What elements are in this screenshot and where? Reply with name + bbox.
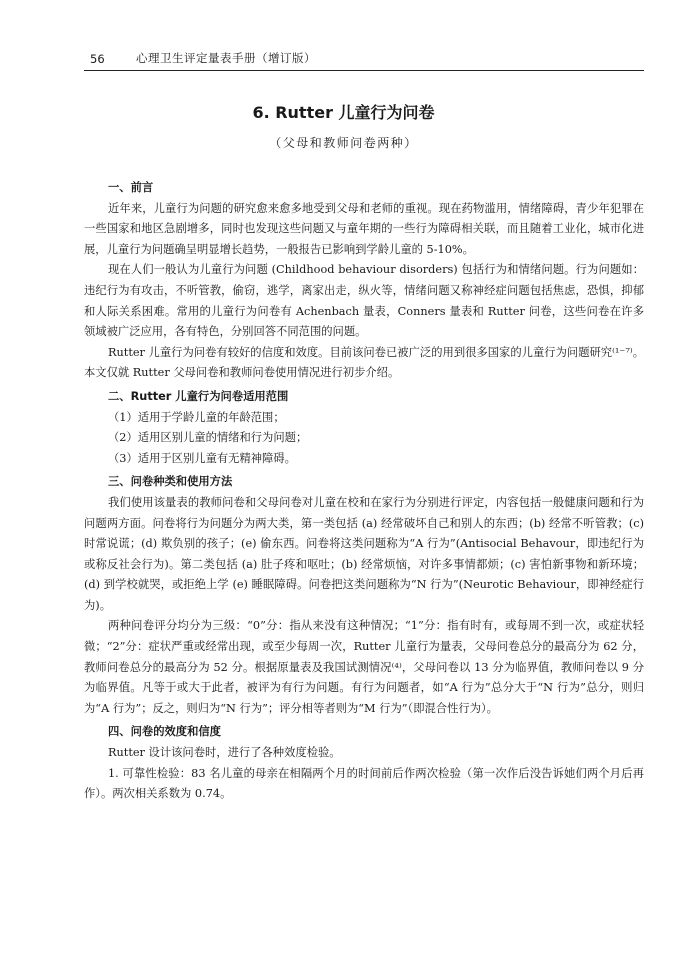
section-heading-validity: 四、问卷的效度和信度 xyxy=(108,725,221,739)
article-subtitle: （父母和教师问卷两种） xyxy=(269,136,418,150)
paragraph: 现在人们一般认为儿童行为问题 (Childhood behaviour disorders) 包括行为和情绪问题。行为问题如：违纪行为有攻击，不听管教，偷窃，逃学，离家出走，纵火等，情绪问题又称神经症问题包括焦虑，恐惧，抑郁和人际关系困难。常用的儿童行为问卷有 Achenbach 量表，Conners 量表和 Rutter 问卷，这些问卷在许多领域被广泛应用，各有特色，分别回答不同范围的问题。 xyxy=(84,263,644,339)
paragraph: Rutter 设计该问卷时，进行了各种效度检验。 xyxy=(108,746,341,760)
section-heading-scope: 二、Rutter 儿童行为问卷适用范围 xyxy=(108,389,289,403)
paragraph: 两种问卷评分均分为三级：“0”分：指从来没有这种情况；“1”分：指有时有，或每周不到一次，或症状轻微；“2”分：症状严重或经常出现，或至少每周一次，Rutter 儿童行为量表，父母问卷总分的最高分为 62 分，教师问卷总分的最高分为 52 分。根据原量表及我国试测情况⁽⁴⁾，父母问卷以 13 分为临界值，教师问卷以 9 分为临界值。凡等于或大于此者，被评为有行为问题。有行为问题者，如“A 行为”总分大于“N 行为”总分，则归为“A 行为”；反之，则归为“N 行为”；评分相等者则为“M 行为”（即混合性行为）。 xyxy=(84,619,644,715)
running-header xyxy=(84,48,644,71)
list-item: （1）适用于学龄儿童的年龄范围； xyxy=(108,410,285,424)
page-number: 56 xyxy=(90,52,105,66)
list-item: （3）适用于区别儿童有无精神障碍。 xyxy=(108,451,296,465)
paragraph: Rutter 儿童行为问卷有较好的信度和效度。目前该问卷已被广泛的用到很多国家的儿童行为问题研究⁽¹⁻⁷⁾。本文仅就 Rutter 父母问卷和教师问卷使用情况进行初步介绍。 xyxy=(84,345,644,380)
paragraph: 1. 可靠性检验：83 名儿童的母亲在相隔两个月的时间前后作两次检验（第一次作后没告诉她们两个月后再作）。两次相关系数为 0.74。 xyxy=(84,766,644,801)
article-title: 6. Rutter 儿童行为问卷 xyxy=(252,103,435,122)
paragraph: 我们使用该量表的教师问卷和父母问卷对儿童在校和在家行为分别进行评定，内容包括一般健康问题和行为问题两方面。问卷将行为问题分为两大类，第一类包括 (a) 经常破坏自己和别人的东西；(b) 经常不听管教；(c) 时常说谎；(d) 欺负别的孩子；(e) 偷东西。问卷将这类问题称为“A 行为”(Antisocial Behavour，即违纪行为或称反社会行为)。第二类包括 (a) 肚子疼和呕吐；(b) 经常烦恼，对许多事情都烦；(c) 害怕新事物和新环境；(d) 到学校就哭，或拒绝上学 (e) 睡眠障碍。问卷把这类问题称为“N 行为”(Neurotic Behaviour，即神经症行为)。 xyxy=(84,495,644,612)
section-heading-preface: 一、前言 xyxy=(108,181,154,194)
book-title: 心理卫生评定量表手册（增订版） xyxy=(136,51,316,65)
list-item: （2）适用区别儿童的情绪和行为问题； xyxy=(108,431,308,445)
section-heading-usage: 三、问卷种类和使用方法 xyxy=(108,475,233,489)
paragraph: 近年来，儿童行为问题的研究愈来愈多地受到父母和老师的重视。现在药物滥用，情绪障碍，青少年犯罪在一些国家和地区急剧增多，同时也发现这些问题又与童年期的一些行为障碍相关联，而且随着工业化，城市化进展，儿童行为问题确呈明显增长趋势，一般报告已影响到学龄儿童的 5-10%。 xyxy=(84,201,644,256)
article-body xyxy=(84,175,644,805)
